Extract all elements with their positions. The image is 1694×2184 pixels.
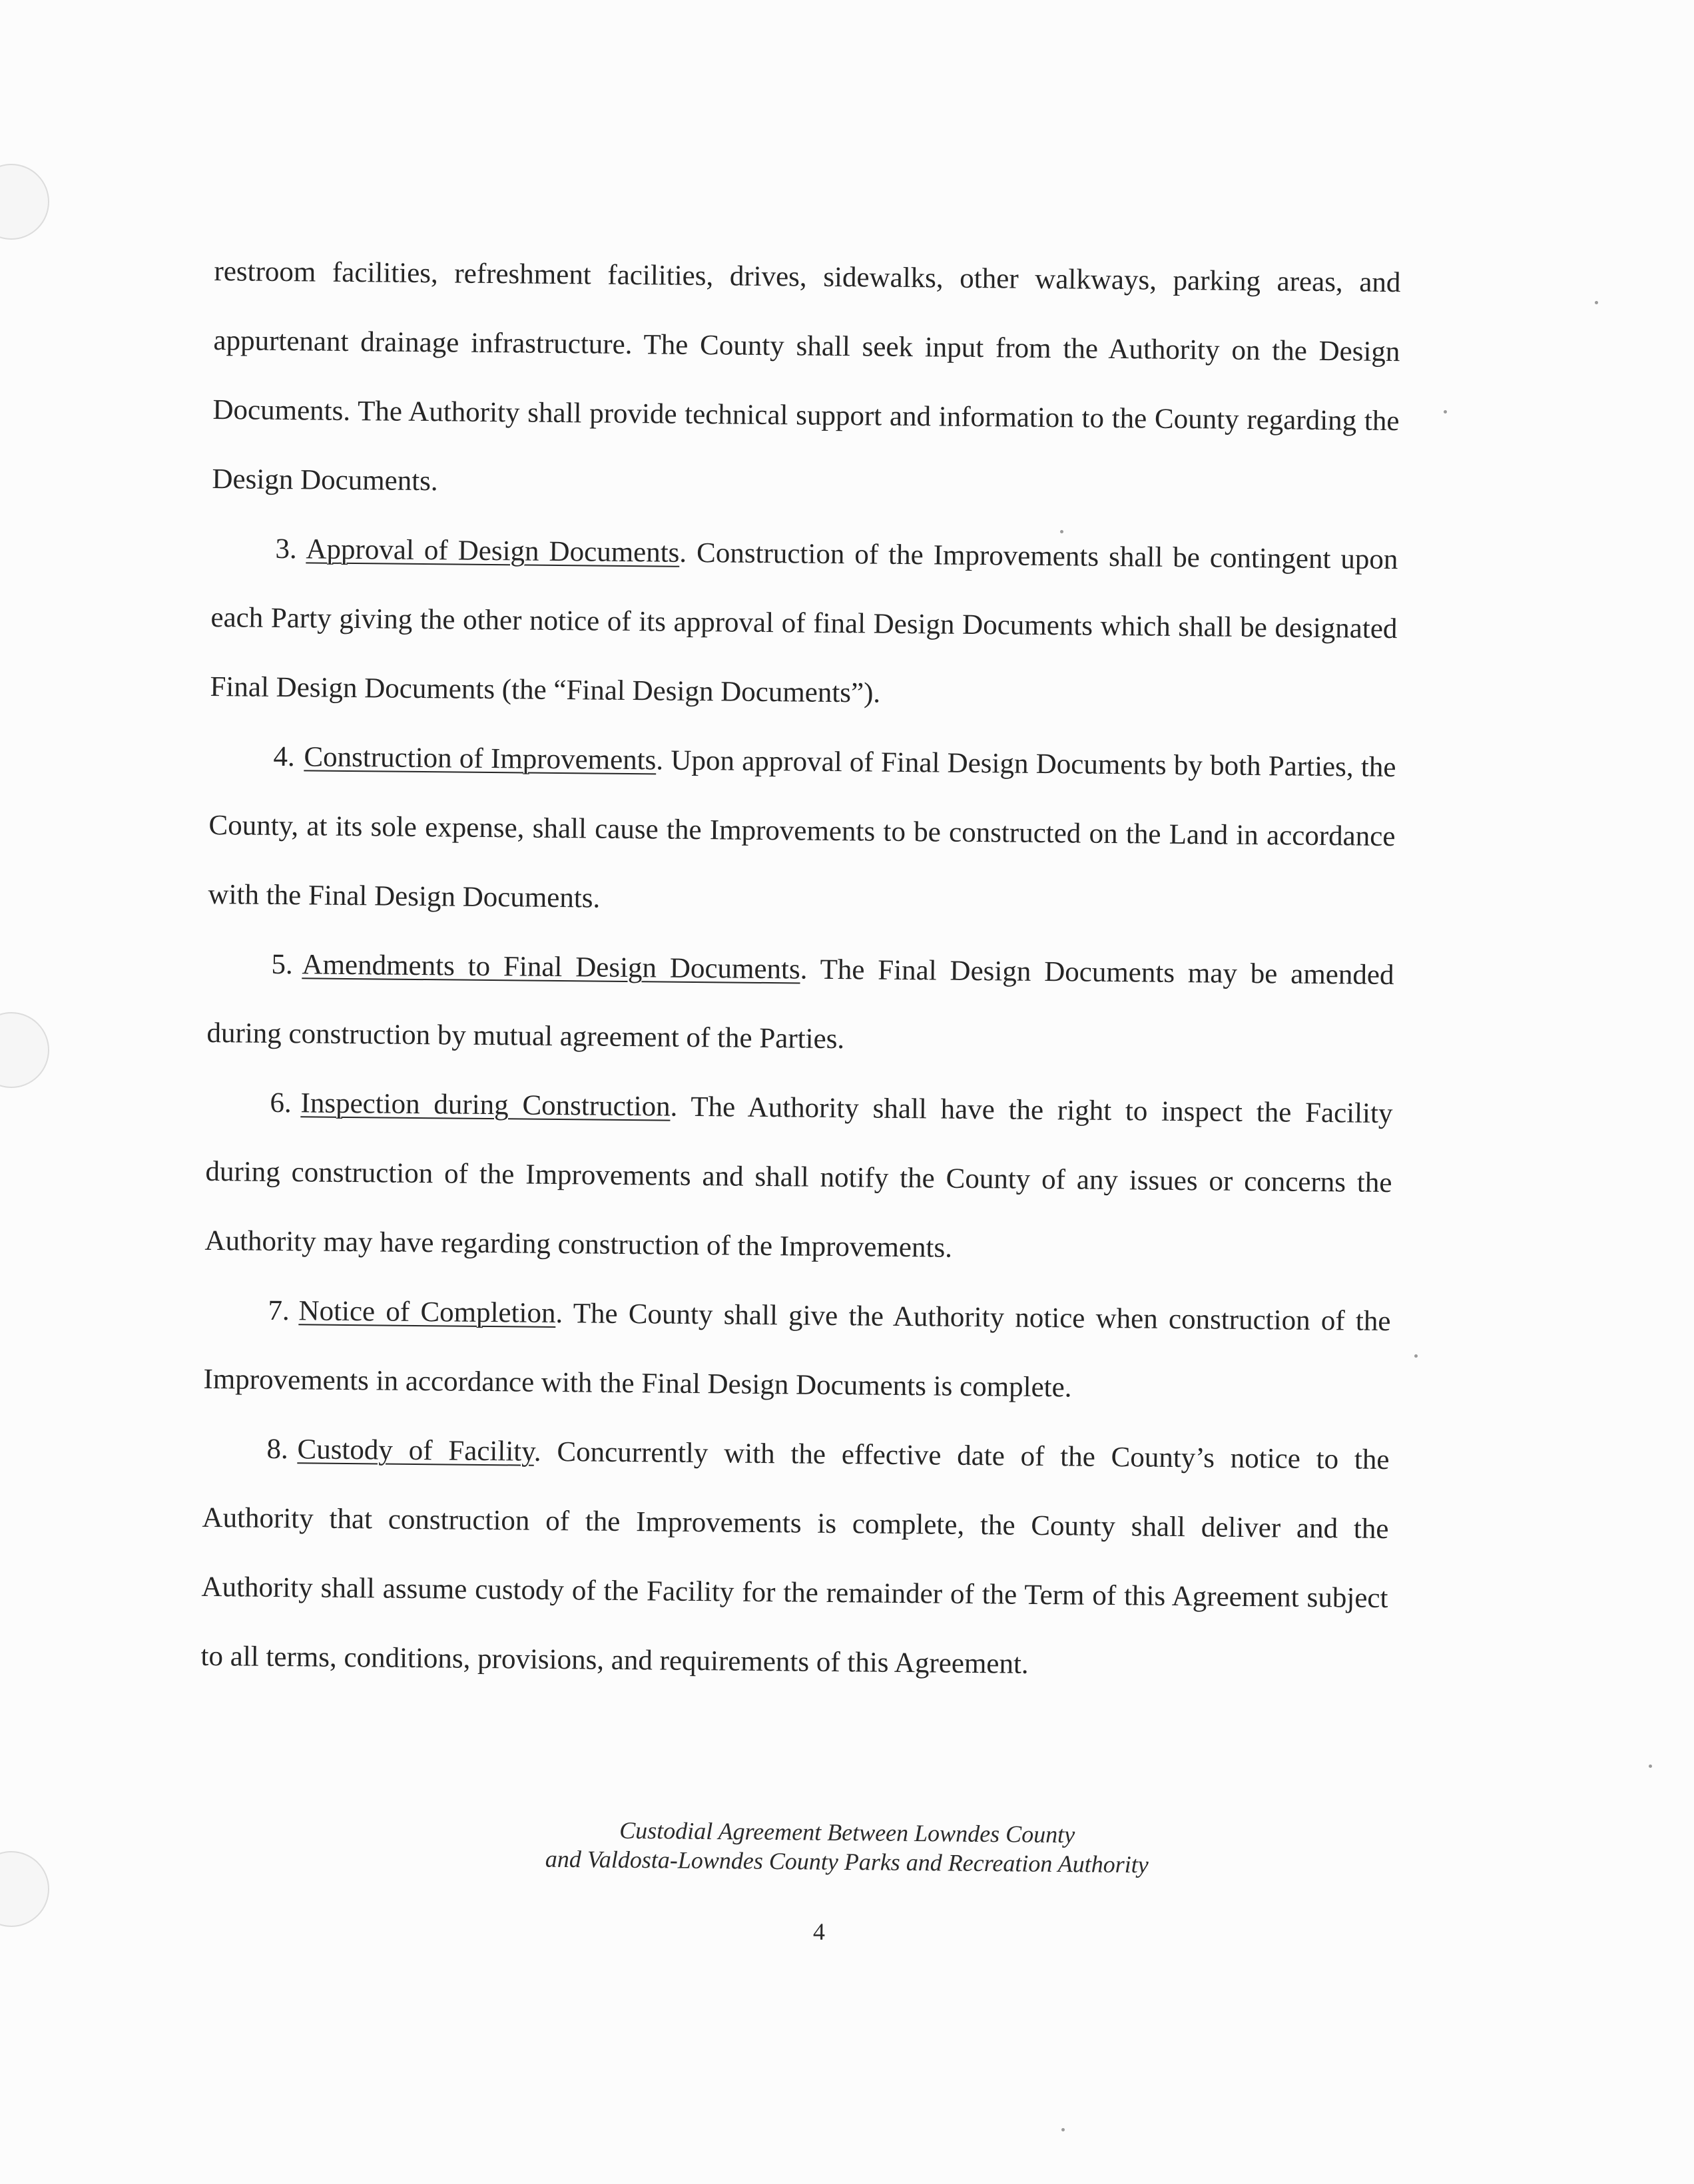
page-footer — [0, 1810, 1694, 1884]
footer-title-line-1: Custodial Agreement Between Lowndes County — [619, 1816, 1075, 1848]
scan-speck — [1061, 2128, 1065, 2131]
clause-text: . Concurrently with the effective date of the County’s notice to the Authority that construction of the Improvements is complete, the County shall deliver and the Authority shall assume custody of the Facility for the remainder of the Term of this Agreement subject to all terms, conditions, provisions, and requirements of this Agreement. — [200, 1436, 1390, 1680]
scan-speck — [1444, 410, 1447, 413]
clause-number: 7. — [268, 1294, 290, 1327]
clause-heading: Approval of Design Documents — [306, 533, 680, 569]
punch-hole-top — [0, 164, 49, 240]
clause-heading: Inspection during Construction — [300, 1087, 671, 1123]
clause-heading: Amendments to Final Design Documents — [302, 949, 800, 985]
clause-7 — [203, 1276, 1391, 1426]
clause-text: . The County shall give the Authority notice when construction of the Improvements in accordance with the Final Design Documents is complete. — [203, 1297, 1391, 1404]
clause-text: . Upon approval of Final Design Documents by both Parties, the County, at its sole expense, shall cause the Improvements to be constructed on the Land in accordance with the Final Design Documents. — [208, 744, 1396, 914]
clause-heading: Custody of Facility — [297, 1434, 535, 1468]
agreement-body — [200, 237, 1401, 1703]
clause-number: 3. — [275, 533, 297, 565]
clause-text: . The Authority shall have the right to inspect the Facility during construction of the Improvements and shall notify the County of any issues or concerns the Authority may have regarding construction of the Improvements. — [204, 1091, 1393, 1264]
clause-number: 4. — [273, 740, 295, 773]
clause-heading: Notice of Completion — [298, 1295, 556, 1329]
scan-speck — [1414, 1354, 1418, 1358]
clause-4 — [208, 722, 1396, 941]
clause-text: . The Final Design Documents may be amended during construction by mutual agreement of the Parties. — [206, 954, 1394, 1055]
clause-number: 8. — [266, 1433, 289, 1466]
intro-paragraph: restroom facilities, refreshment facilities, drives, sidewalks, other walkways, parking areas, and appurtenant drainage infrastructure. The County shall seek input from the Authority on the Design Documents. The Authority shall provide technical support and information to the County regarding the Design Documents. — [212, 255, 1401, 497]
footer-title-line-2: and Valdosta-Lowndes County Parks and Recreation Authority — [545, 1845, 1149, 1878]
clause-text: . Construction of the Improvements shall be contingent upon each Party giving the other notice of its approval of final Design Documents which shall be designated Final Design Documents (the “Final Design Documents”). — [210, 537, 1398, 709]
scan-speck — [1649, 1765, 1652, 1768]
clause-number: 6. — [270, 1087, 292, 1119]
clause-5 — [206, 930, 1394, 1079]
clause-6 — [204, 1068, 1393, 1287]
punch-hole-middle — [0, 1012, 49, 1088]
scan-speck — [1595, 301, 1598, 304]
clause-8 — [200, 1414, 1390, 1703]
clause-heading: Construction of Improvements — [304, 741, 657, 776]
page-number: 4 — [812, 1918, 826, 1946]
clause-number: 5. — [271, 948, 293, 981]
clause-3 — [210, 514, 1398, 733]
